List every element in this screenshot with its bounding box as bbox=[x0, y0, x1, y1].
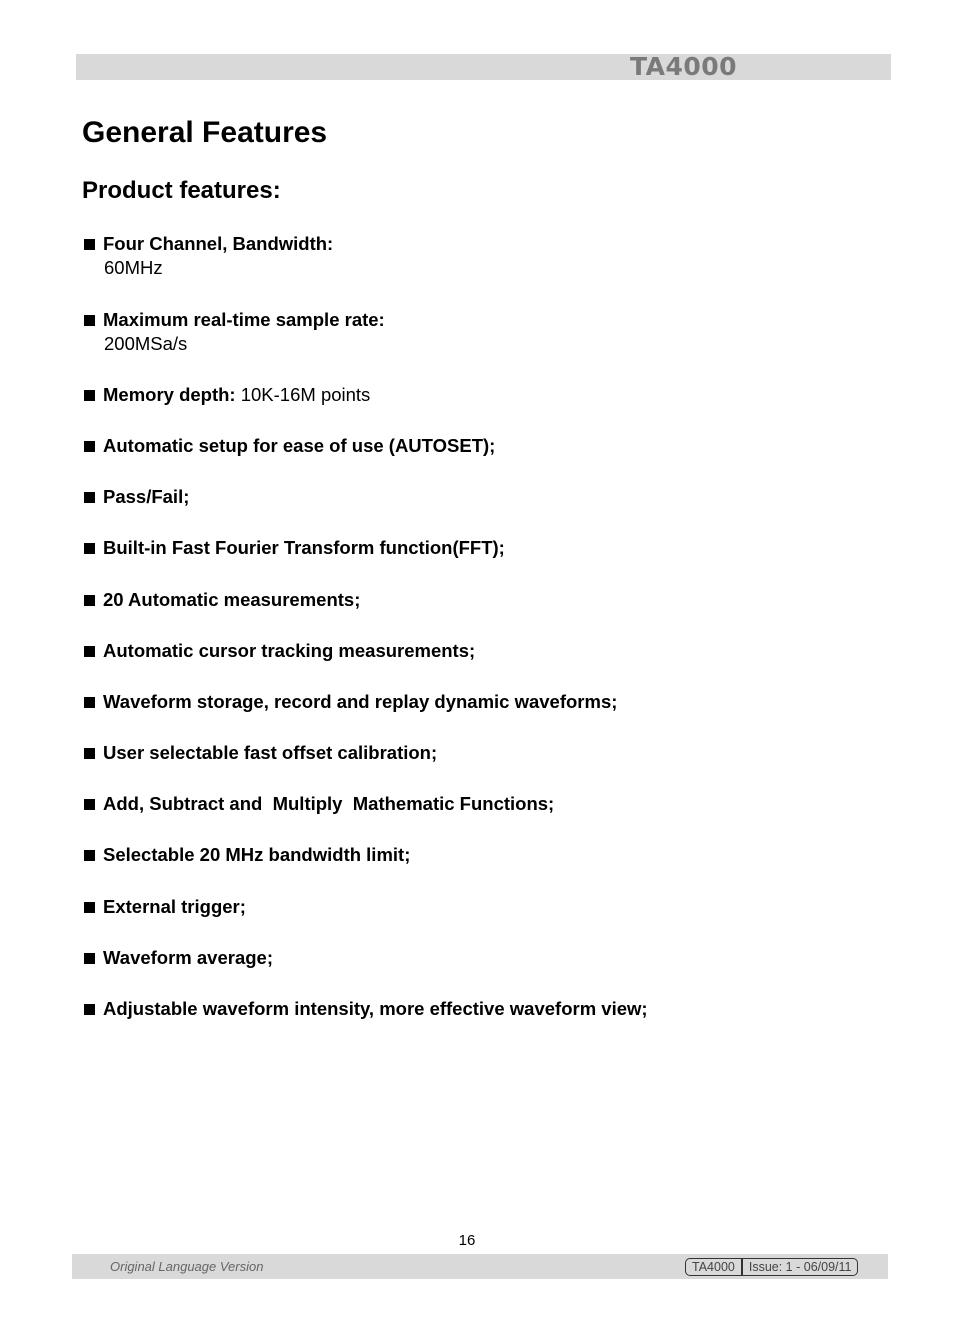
feature-item bbox=[82, 946, 273, 970]
feature-item bbox=[82, 383, 370, 407]
feature-label: Add, Subtract and Multiply Mathematic Functions; bbox=[103, 793, 555, 814]
feature-item bbox=[82, 639, 475, 663]
feature-label: Pass/Fail; bbox=[103, 486, 190, 507]
square-bullet-icon bbox=[84, 441, 95, 452]
feature-item bbox=[82, 588, 360, 612]
square-bullet-icon bbox=[84, 646, 95, 657]
feature-item bbox=[82, 308, 385, 356]
square-bullet-icon bbox=[84, 850, 95, 861]
feature-value: 10K-16M points bbox=[240, 384, 371, 405]
feature-item bbox=[82, 434, 495, 458]
feature-label: External trigger; bbox=[103, 896, 246, 917]
feature-item bbox=[82, 997, 648, 1021]
feature-label: Four Channel, Bandwidth: bbox=[103, 233, 334, 254]
feature-value: 200MSa/s bbox=[104, 333, 188, 354]
square-bullet-icon bbox=[84, 595, 95, 606]
header-title: TA4000 bbox=[630, 52, 738, 81]
footer-issue: Issue: 1 - 06/09/11 bbox=[741, 1259, 858, 1275]
feature-label: Automatic setup for ease of use (AUTOSET); bbox=[103, 435, 496, 456]
footer-document-info bbox=[685, 1258, 858, 1276]
square-bullet-icon bbox=[84, 239, 95, 250]
feature-item bbox=[82, 741, 437, 765]
feature-item bbox=[82, 485, 189, 509]
footer-model: TA4000 bbox=[692, 1260, 735, 1274]
square-bullet-icon bbox=[84, 543, 95, 554]
feature-label: Waveform storage, record and replay dynamic waveforms; bbox=[103, 691, 618, 712]
square-bullet-icon bbox=[84, 697, 95, 708]
feature-value: 60MHz bbox=[104, 257, 163, 278]
feature-label: Automatic cursor tracking measurements; bbox=[103, 640, 476, 661]
feature-label: Selectable 20 MHz bandwidth limit; bbox=[103, 844, 411, 865]
feature-item bbox=[82, 232, 333, 280]
section-title: Product features: bbox=[82, 177, 281, 204]
square-bullet-icon bbox=[84, 315, 95, 326]
square-bullet-icon bbox=[84, 799, 95, 810]
feature-item bbox=[82, 536, 505, 560]
footer-language-note: Original Language Version bbox=[110, 1259, 264, 1274]
feature-label: Built-in Fast Fourier Transform function(FFT); bbox=[103, 537, 505, 558]
square-bullet-icon bbox=[84, 390, 95, 401]
square-bullet-icon bbox=[84, 1004, 95, 1015]
feature-label: Maximum real-time sample rate: bbox=[103, 309, 385, 330]
feature-item bbox=[82, 895, 246, 919]
square-bullet-icon bbox=[84, 492, 95, 503]
page-title: General Features bbox=[82, 116, 328, 149]
square-bullet-icon bbox=[84, 902, 95, 913]
header-bar bbox=[76, 54, 891, 80]
feature-item bbox=[82, 690, 617, 714]
feature-item bbox=[82, 843, 410, 867]
feature-label: Memory depth: bbox=[103, 384, 236, 405]
feature-label: Waveform average; bbox=[103, 947, 273, 968]
feature-label: User selectable fast offset calibration; bbox=[103, 742, 438, 763]
square-bullet-icon bbox=[84, 748, 95, 759]
square-bullet-icon bbox=[84, 953, 95, 964]
feature-item bbox=[82, 792, 554, 816]
feature-label: 20 Automatic measurements; bbox=[103, 589, 361, 610]
feature-label: Adjustable waveform intensity, more effective waveform view; bbox=[103, 998, 648, 1019]
page-number: 16 bbox=[458, 1232, 476, 1249]
